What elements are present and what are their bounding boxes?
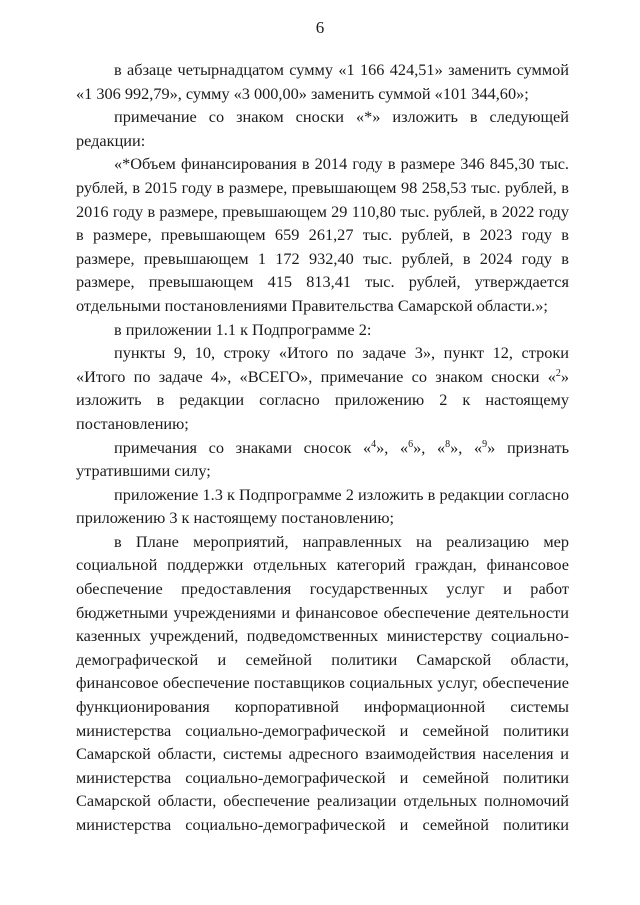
paragraph-notes-void bbox=[76, 436, 569, 483]
text-fragment: пункты 9, 10, строку «Итого по задаче 3», пункт 12, строки «Итого по задаче 4», «ВСЕГО», примечание со знаком сноски « bbox=[76, 343, 569, 386]
text-fragment: примечания со знаками сносок « bbox=[114, 437, 372, 457]
page-number: 6 bbox=[315, 18, 325, 37]
footnote-mark: 9 bbox=[482, 438, 488, 450]
document-body bbox=[76, 58, 569, 837]
paragraph-items-replacement bbox=[76, 341, 569, 435]
text-fragment: » изложить в редакции согласно приложению 2 к настоящему постановлению; bbox=[76, 366, 569, 433]
text-fragment: », « bbox=[450, 437, 483, 457]
paragraph-funding-footnote: «*Объем финансирования в 2014 году в размере 346 845,30 тыс. рублей, в 2015 году в размере, превышающем 98 258,53 тыс. рублей, в 2016 году в размере, превышающем 29 110,80 тыс. рублей, в 2022 году в размере, превышающем 659 261,27 тыс. рублей, в 2023 году в размере, превышающем 1 172 932,40 тыс. рублей, в 2024 году в размере, превышающем 415 813,41 тыс. рублей, утверждается отдельными постановлениями Правительства Самарской области.»; bbox=[76, 154, 569, 315]
footnote-mark: 6 bbox=[408, 438, 414, 450]
footnote-mark: 2 bbox=[555, 367, 561, 379]
paragraph-action-plan: в Плане мероприятий, направленных на реализацию мер социальной поддержки отдельных категорий граждан, финансовое обеспечение предоставления государственных услуг и работ бюджетными учреждениями и финансовое обеспечение деятельности казенных учреждений, подведомственных министерству социально-демографической и семейной политики Самарской области, финансовое обеспечение поставщиков социальных услуг, обеспечение функционирования корпоративной информационной системы министерства социально-демографической и семейной политики Самарской области, системы адресного взаимодействия населения и министерства социально-демографической и семейной политики Самарской области, обеспечение реализации отдельных полномочий министерства социально-демографической и семейной политики bbox=[76, 531, 569, 834]
text-fragment: », « bbox=[413, 437, 446, 457]
paragraph-sum-replacement: в абзаце четырнадцатом сумму «1 166 424,51» заменить суммой «1 306 992,79», сумму «3 000,00» заменить суммой «101 344,60»; bbox=[76, 60, 569, 103]
paragraph-footnote-intro: примечание со знаком сноски «*» изложить в следующей редакции: bbox=[76, 107, 569, 150]
paragraph-appendix-1-1: в приложении 1.1 к Подпрограмме 2: bbox=[114, 319, 372, 339]
footnote-mark: 8 bbox=[445, 438, 451, 450]
paragraph-appendix-1-3: приложение 1.3 к Подпрограмме 2 изложить в редакции согласно приложению 3 к настоящему постановлению; bbox=[76, 484, 569, 528]
text-fragment: » признать утратившими силу; bbox=[76, 437, 569, 481]
text-fragment: », « bbox=[376, 437, 409, 457]
footnote-mark: 4 bbox=[371, 438, 377, 450]
